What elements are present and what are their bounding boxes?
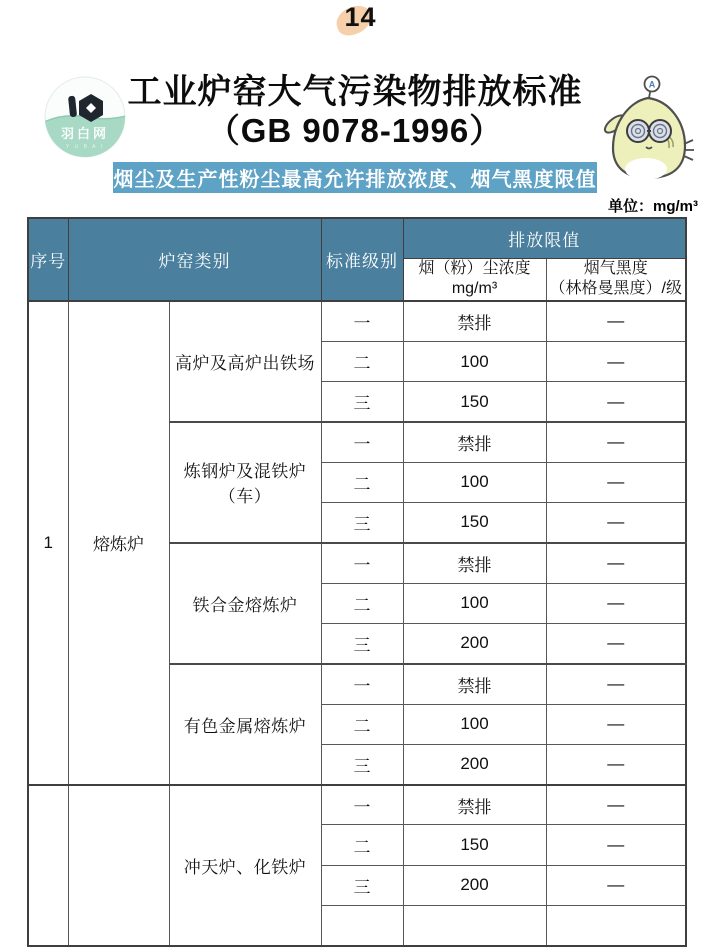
- level-cell: 三: [321, 503, 403, 543]
- header-col-dust: [403, 258, 546, 301]
- category-cell: 熔炼炉: [68, 301, 169, 785]
- dust-cell: 100: [403, 462, 546, 502]
- furnace-cell: 铁合金熔炼炉: [169, 543, 321, 664]
- dust-cell: [403, 906, 546, 946]
- level-cell: 二: [321, 825, 403, 865]
- level-cell: 二: [321, 462, 403, 502]
- dust-cell: 禁排: [403, 664, 546, 704]
- level-cell: 二: [321, 583, 403, 623]
- smoke-cell: —: [546, 744, 686, 784]
- level-cell: 一: [321, 664, 403, 704]
- smoke-cell: —: [546, 785, 686, 825]
- dust-cell: 100: [403, 583, 546, 623]
- table-header: [28, 218, 686, 301]
- logo-subtext: Y U B A I: [66, 144, 104, 150]
- level-cell: 三: [321, 623, 403, 663]
- category-cell: [68, 785, 169, 946]
- dust-cell: 禁排: [403, 301, 546, 341]
- smoke-cell: —: [546, 583, 686, 623]
- level-cell: 一: [321, 785, 403, 825]
- dust-cell: 禁排: [403, 422, 546, 462]
- table-body: [28, 301, 686, 946]
- dust-cell: 100: [403, 341, 546, 381]
- header-col-limits: 排放限值: [403, 218, 686, 258]
- furnace-cell: 有色金属熔炼炉: [169, 664, 321, 785]
- dust-cell: 150: [403, 825, 546, 865]
- furnace-cell: 高炉及高炉出铁场: [169, 301, 321, 422]
- smoke-cell: —: [546, 503, 686, 543]
- section-banner: 烟尘及生产性粉尘最高允许排放浓度、烟气黑度限值: [113, 162, 597, 193]
- table-row: [28, 785, 686, 825]
- mascot-icon: [596, 74, 700, 186]
- page-header: [0, 0, 721, 36]
- dust-cell: 禁排: [403, 785, 546, 825]
- furnace-cell: 冲天炉、化铁炉: [169, 785, 321, 946]
- level-cell: [321, 906, 403, 946]
- index-cell: 1: [28, 301, 68, 785]
- smoke-cell: —: [546, 462, 686, 502]
- header-col-smoke-line2: （林格曼黑度）/级: [549, 280, 682, 298]
- index-cell: [28, 785, 68, 946]
- unit-label: 单位：mg/m³: [607, 198, 698, 215]
- level-cell: 三: [321, 744, 403, 784]
- header-col-smoke: [546, 258, 686, 301]
- dust-cell: 150: [403, 503, 546, 543]
- smoke-cell: —: [546, 543, 686, 583]
- level-cell: 三: [321, 382, 403, 422]
- smoke-cell: —: [546, 341, 686, 381]
- level-cell: 一: [321, 422, 403, 462]
- smoke-cell: —: [546, 704, 686, 744]
- smoke-cell: —: [546, 664, 686, 704]
- smoke-cell: —: [546, 301, 686, 341]
- title-line-2: （GB 9078-1996）: [206, 112, 504, 149]
- level-cell: 二: [321, 341, 403, 381]
- dust-cell: 禁排: [403, 543, 546, 583]
- dust-cell: 100: [403, 704, 546, 744]
- level-cell: 一: [321, 301, 403, 341]
- title-line-1: 工业炉窑大气污染物排放标准: [127, 73, 583, 111]
- dust-cell: 200: [403, 865, 546, 905]
- level-cell: 三: [321, 865, 403, 905]
- smoke-cell: —: [546, 422, 686, 462]
- header-col-level: 标准级别: [321, 218, 403, 301]
- level-cell: 一: [321, 543, 403, 583]
- smoke-cell: —: [546, 623, 686, 663]
- emissions-table: [27, 217, 685, 947]
- header-col-smoke-line1: 烟气黑度: [583, 259, 648, 277]
- emissions-limit-table: [27, 217, 687, 947]
- level-cell: 二: [321, 704, 403, 744]
- page-number: 14: [344, 2, 377, 32]
- page-title: [110, 72, 600, 150]
- smoke-cell: [546, 906, 686, 946]
- header-col-dust-line1: 烟（粉）尘浓度: [418, 259, 531, 277]
- table-row: [28, 301, 686, 341]
- mascot-badge-letter: A: [648, 79, 656, 90]
- furnace-cell: 炼钢炉及混铁炉（车）: [169, 422, 321, 543]
- logo-text: 羽白网: [60, 126, 110, 141]
- header-col-index: 序号: [28, 218, 68, 301]
- header-col-category: 炉窑类别: [68, 218, 321, 301]
- dust-cell: 150: [403, 382, 546, 422]
- dust-cell: 200: [403, 744, 546, 784]
- header-col-dust-line2: mg/m³: [451, 280, 498, 298]
- smoke-cell: —: [546, 382, 686, 422]
- dust-cell: 200: [403, 623, 546, 663]
- smoke-cell: —: [546, 825, 686, 865]
- smoke-cell: —: [546, 865, 686, 905]
